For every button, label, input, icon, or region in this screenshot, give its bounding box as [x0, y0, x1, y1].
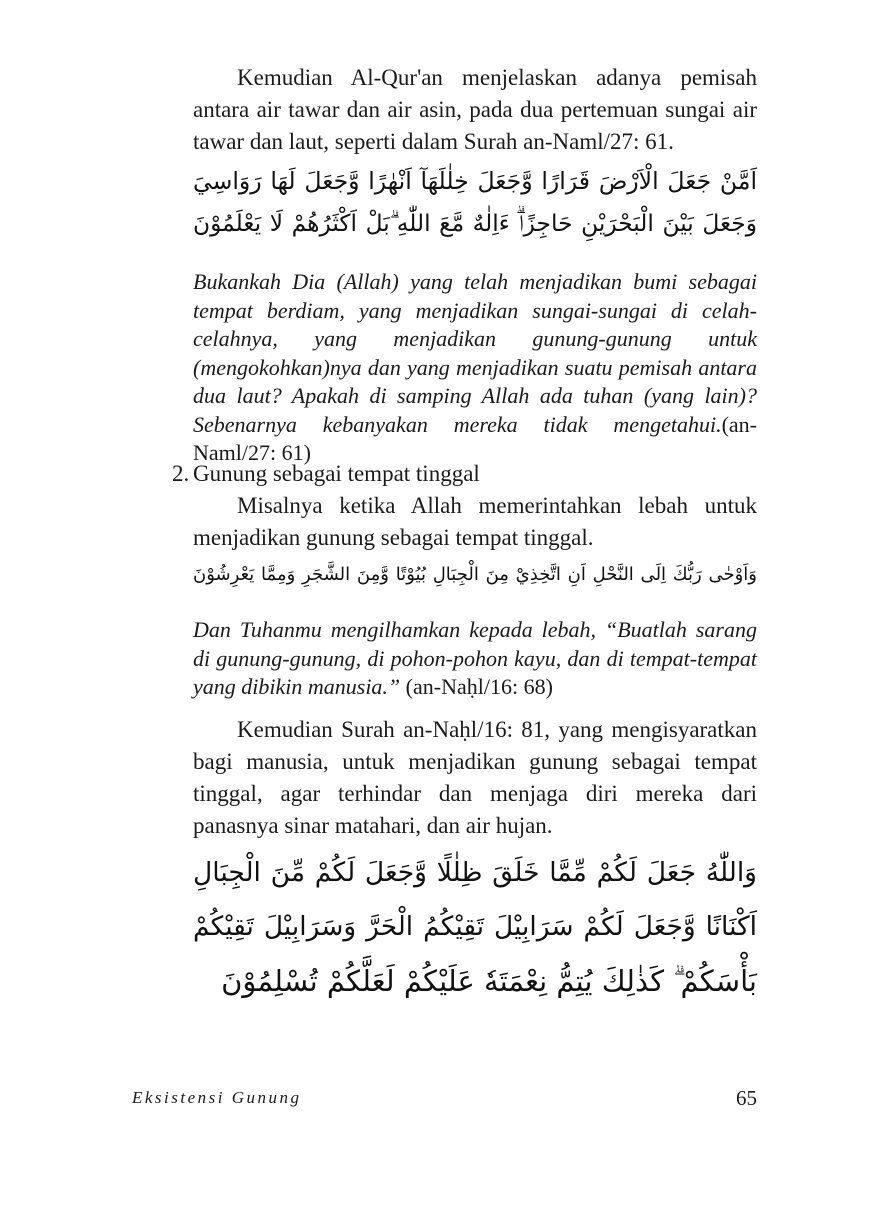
page-number: 65 — [736, 1086, 757, 1110]
para3-paragraph: Kemudian Surah an-Naḥl/16: 81, yang mengisyaratkan bagi manusia, untuk menjadikan gunung sebagai tempat tinggal, agar terhindar dan menjaga diri mereka dari panasnya sinar matahari, dan air hujan. — [193, 717, 757, 838]
verse3-arabic-line: وَاللّٰهُ جَعَلَ لَكُمْ مِّمَّا خَلَقَ ظِلٰلًا وَّجَعَلَ لَكُمْ مِّنَ الْجِبَالِ — [193, 857, 757, 888]
running-footer-title: Eksistensi Gunung — [132, 1088, 302, 1107]
verse2-arabic-line: وَاَوْحٰى رَبُّكَ اِلَى النَّحْلِ اَنِ اتَّخِذِيْ مِنَ الْجِبَالِ بُيُوْتًا وَّمِنَ الشَّجَرِ وَمِمَّا يَعْرِشُوْنَ — [193, 564, 757, 585]
intro-block — [193, 62, 757, 158]
verse3-arabic-line: اَكْنَانًا وَّجَعَلَ لَكُمْ سَرَابِيْلَ تَقِيْكُمُ الْحَرَّ وَسَرَابِيْلَ تَقِيْكُمْ — [193, 911, 757, 942]
verse1-translation-text: Bukankah Dia (Allah) yang telah menjadikan bumi sebagai tempat berdiam, yang menjadikan sungai-sungai di celah-celahnya, yang menjadikan gunung-gunung untuk (mengokohkan)nya dan yang menjadikan suatu pemisah antara dua laut? Apakah di samping Allah ada tuhan (yang lain)? Sebenarnya kebanyakan mereka tidak mengetahui. — [193, 269, 757, 437]
verse1-arabic-line: اَمَّنْ جَعَلَ الْاَرْضَ قَرَارًا وَّجَعَلَ خِلٰلَهَآ اَنْهٰرًا وَّجَعَلَ لَهَا رَوَاسِيَ — [193, 167, 757, 195]
list-item-heading: Gunung sebagai tempat tinggal — [193, 461, 480, 486]
verse2-citation: (an-Naḥl/16: 68) — [405, 674, 553, 699]
verse3-arabic — [193, 846, 757, 1008]
verse2-arabic — [193, 554, 757, 596]
para3-block — [193, 714, 757, 842]
intro-paragraph: Kemudian Al-Qur'an menjelaskan adanya pemisah antara air tawar dan air asin, pada dua pertemuan sungai air tawar dan laut, seperti dalam Surah an-Naml/27: 61. — [193, 65, 757, 154]
verse1-translation — [193, 268, 757, 468]
item2-paragraph: Misalnya ketika Allah memerintahkan lebah untuk menjadikan gunung sebagai tempat tinggal. — [193, 493, 757, 550]
list-number: 2. — [172, 461, 190, 486]
verse1-citation: (an-Naml/27: 61) — [193, 411, 757, 465]
verse2-translation-block — [193, 616, 757, 702]
verse1-translation-block — [193, 268, 757, 468]
verse1-arabic-line: وَجَعَلَ بَيْنَ الْبَحْرَيْنِ حَاجِزًاۗ ءَاِلٰهٌ مَّعَ اللّٰهِ ۗبَلْ اَكْثَرُهُمْ لَا يَعْلَمُوْنَ — [193, 209, 757, 237]
verse3-arabic-line: بَأْسَكُمْ ۗ كَذٰلِكَ يُتِمُّ نِعْمَتَهٗ عَلَيْكُمْ لَعَلَّكُمْ تُسْلِمُوْنَ — [221, 964, 757, 998]
list-item-2-heading-row — [172, 458, 757, 490]
verse1-arabic — [193, 160, 757, 244]
list-item-2 — [172, 458, 757, 554]
verse2-translation — [193, 616, 757, 702]
verse2-translation-text: Dan Tuhanmu mengilhamkan kepada lebah, “Buatlah sarang di gunung-gunung, di pohon-pohon kayu, dan di tempat-tempat yang dibikin manusia.” — [193, 617, 757, 699]
